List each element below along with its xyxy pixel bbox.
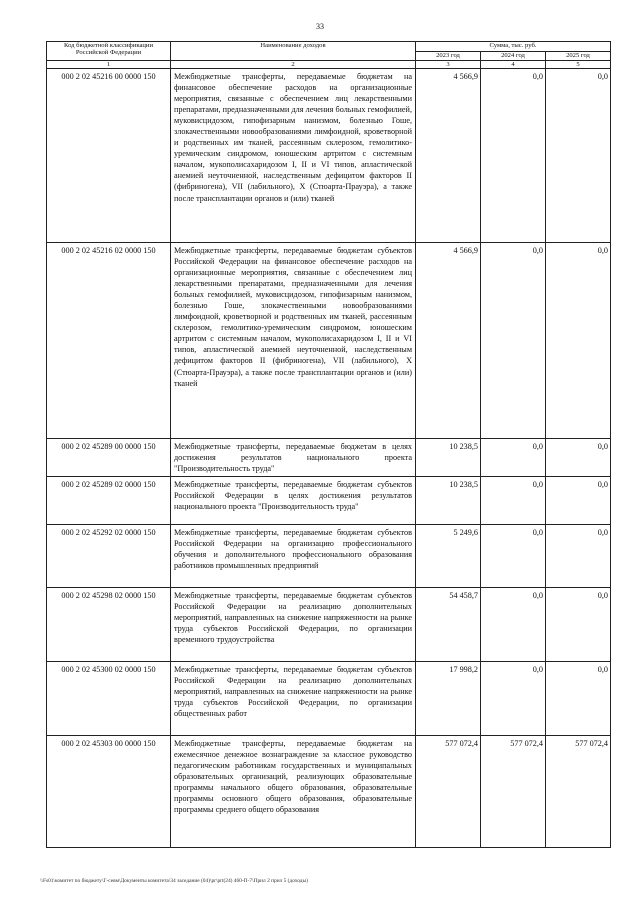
row-name: Межбюджетные трансферты, передаваемые бюджетам субъектов Российской Федерации в целях достижения результатов национального проекта "Производительность труда" (171, 477, 416, 525)
row-value-2025: 0,0 (546, 243, 611, 439)
row-value-2023: 17 998,2 (416, 662, 481, 736)
row-code: 000 2 02 45289 02 0000 150 (47, 477, 171, 525)
table-row (47, 588, 611, 662)
row-value-2023: 577 072,4 (416, 736, 481, 848)
row-name: Межбюджетные трансферты, передаваемые бюджетам субъектов Российской Федерации на финансовое обеспечение расходов на организационные мероприятия, связанные с обеспечением лиц лекарственными препаратами, предназначенными для лечения больных гемофилией, муковисцидозом, гипофизарным нанизмом, болезнью Гоше, злокачественными новообразованиями лимфоидной, кроветворной и родственных им тканей, рассеянным склерозом, гемолитико-уремическим синдромом, юношеским артритом с системным началом, мукополисахаридозом I, II и VI типов, апластической анемией неуточненной, наследственным дефицитом факторов II (фибриногена), VII (лабильного), X (Стюарта-Прауэра), а также после трансплантации органов и (или) тканей (171, 243, 416, 439)
row-name: Межбюджетные трансферты, передаваемые бюджетам субъектов Российской Федерации на реализацию дополнительных мероприятий, направленных на снижение напряженности на рынке труда субъектов Российской Федерации, по организации общественных работ (171, 662, 416, 736)
row-code: 000 2 02 45216 02 0000 150 (47, 243, 171, 439)
column-numbers-row (47, 61, 611, 69)
row-value-2023: 10 238,5 (416, 477, 481, 525)
row-name: Межбюджетные трансферты, передаваемые бюджетам субъектов Российской Федерации на организацию профессионального обучения и дополнительного профессионального образования работников промышленных предприятий (171, 525, 416, 588)
row-value-2025: 0,0 (546, 439, 611, 477)
table-row (47, 243, 611, 439)
row-name: Межбюджетные трансферты, передаваемые бюджетам субъектов Российской Федерации на реализацию дополнительных мероприятий, направленных на снижение напряженности на рынке труда субъектов Российской Федерации, по организации временного трудоустройства (171, 588, 416, 662)
row-value-2024: 0,0 (481, 477, 546, 525)
row-value-2024: 577 072,4 (481, 736, 546, 848)
row-value-2024: 0,0 (481, 525, 546, 588)
row-value-2024: 0,0 (481, 69, 546, 243)
row-value-2025: 577 072,4 (546, 736, 611, 848)
row-value-2025: 0,0 (546, 662, 611, 736)
table-row (47, 439, 611, 477)
row-code: 000 2 02 45289 00 0000 150 (47, 439, 171, 477)
row-value-2023: 4 566,9 (416, 243, 481, 439)
row-value-2024: 0,0 (481, 439, 546, 477)
row-name: Межбюджетные трансферты, передаваемые бюджетам на ежемесячное денежное вознаграждение за классное руководство педагогическим работникам государственных и муниципальных образовательных организаций, реализующих образовательные программы начального общего образования, образовательные программы основного общего образования, образовательные программы среднего общего образования (171, 736, 416, 848)
row-code: 000 2 02 45303 00 0000 150 (47, 736, 171, 848)
row-value-2023: 5 249,6 (416, 525, 481, 588)
header-name: Наименование доходов (171, 42, 416, 61)
table-row (47, 477, 611, 525)
table-row (47, 662, 611, 736)
row-name: Межбюджетные трансферты, передаваемые бюджетам на финансовое обеспечение расходов на организационные мероприятия, связанные с обеспечением лиц лекарственными препаратами, предназначенными для лечения больных гемофилией, муковисцидозом, гипофизарным нанизмом, болезнью Гоше, злокачественными новообразованиями лимфоидной, кроветворной и родственных им тканей, рассеянным склерозом, гемолитико-уремическим синдромом, юношеским артритом с системным началом, мукополисахаридозом I, II и VI типов, апластической анемией неуточненной, наследственным дефицитом факторов II (фибриногена), VII (лабильного), X (Стюарта-Прауэра), а также после трансплантации органов и (или) тканей (171, 69, 416, 243)
row-value-2025: 0,0 (546, 525, 611, 588)
row-value-2024: 0,0 (481, 662, 546, 736)
row-name: Межбюджетные трансферты, передаваемые бюджетам в целях достижения результатов национального проекта "Производительность труда" (171, 439, 416, 477)
table-row (47, 69, 611, 243)
header-sum: Сумма, тыс. руб. (416, 42, 611, 52)
revenue-table (46, 41, 611, 848)
row-value-2023: 10 238,5 (416, 439, 481, 477)
header-year-2024: 2024 год (481, 52, 546, 61)
row-value-2025: 0,0 (546, 477, 611, 525)
column-number: 2 (171, 61, 416, 69)
table-row (47, 736, 611, 848)
column-number: 5 (546, 61, 611, 69)
table-row (47, 525, 611, 588)
column-number: 1 (47, 61, 171, 69)
row-value-2025: 0,0 (546, 588, 611, 662)
row-value-2025: 0,0 (546, 69, 611, 243)
row-value-2024: 0,0 (481, 588, 546, 662)
row-value-2023: 4 566,9 (416, 69, 481, 243)
column-number: 4 (481, 61, 546, 69)
header-year-2025: 2025 год (546, 52, 611, 61)
row-code: 000 2 02 45298 02 0000 150 (47, 588, 171, 662)
row-value-2023: 54 458,7 (416, 588, 481, 662)
row-code: 000 2 02 45292 02 0000 150 (47, 525, 171, 588)
header-year-2023: 2023 год (416, 52, 481, 61)
row-code: 000 2 02 45216 00 0000 150 (47, 69, 171, 243)
page-number: 33 (316, 22, 324, 31)
column-number: 3 (416, 61, 481, 69)
footer-file-path: \\Fs01\комитет по бюджету\Г-севм\Документы комитета\34 заседание (04)\pr\prt(24) 460-П-7\Прил 2 прил 5 (доходы) (40, 878, 308, 884)
header-code: Код бюджетной классификации Российской Федерации (47, 42, 171, 61)
row-value-2024: 0,0 (481, 243, 546, 439)
row-code: 000 2 02 45300 02 0000 150 (47, 662, 171, 736)
